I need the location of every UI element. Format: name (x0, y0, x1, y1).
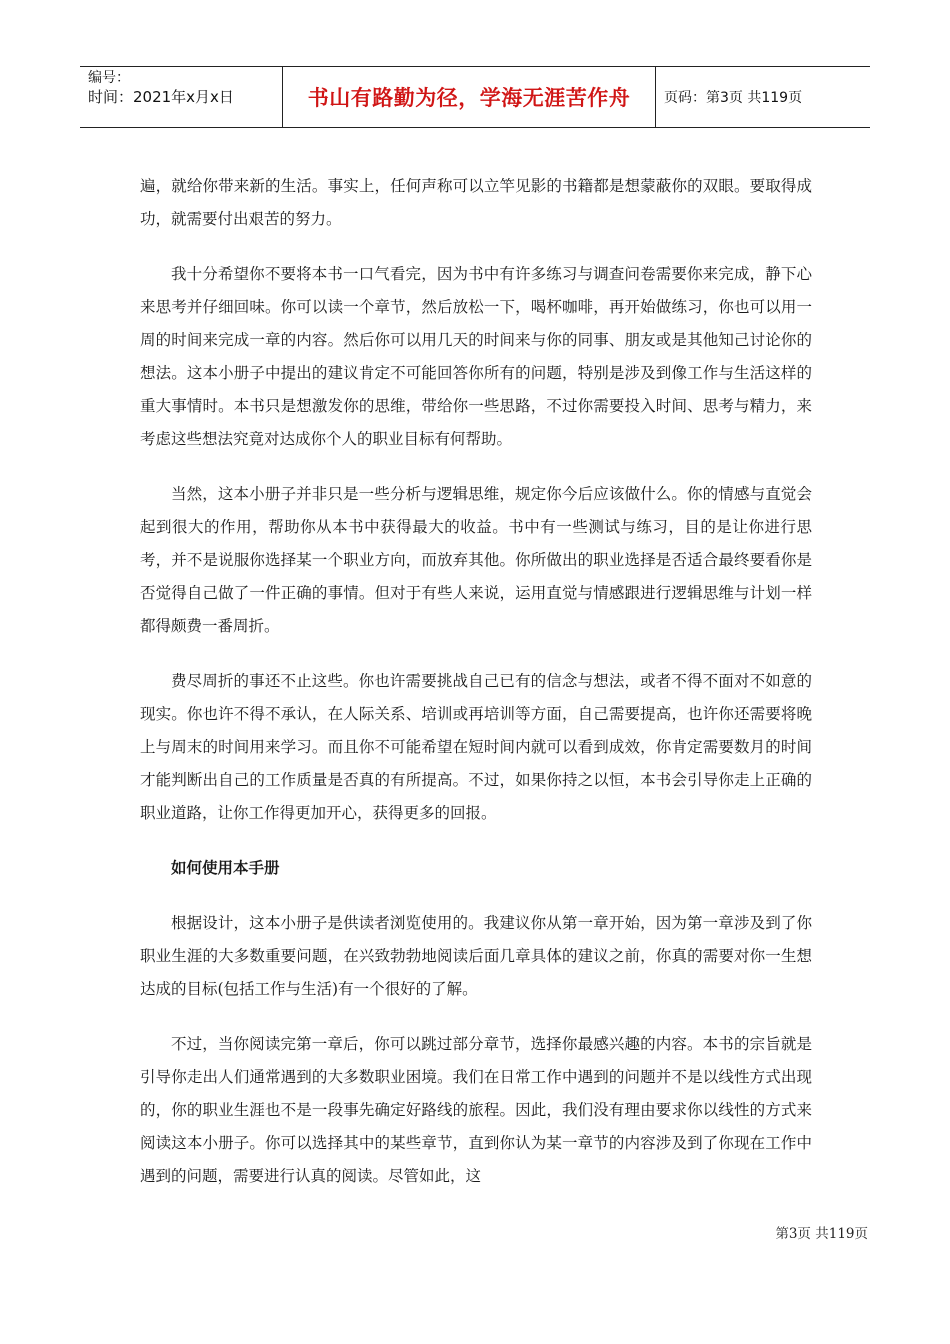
date-label: 时间：2021年x月x日 (88, 88, 234, 106)
header-motto: 书山有路勤为径，学海无涯苦作舟 (282, 67, 656, 127)
paragraph: 我十分希望你不要将本书一口气看完，因为书中有许多练习与调查问卷需要你来完成，静下心来思考并仔细回味。你可以读一个章节，然后放松一下，喝杯咖啡，再开始做练习，你也可以用一周的时间来完成一章的内容。然后你可以用几天的时间来与你的同事、朋友或是其他知己讨论你的想法。这本小册子中提出的建议肯定不可能回答你所有的问题，特别是涉及到像工作与生活这样的重大事情时。本书只是想激发你的思维，带给你一些思路，不过你需要投入时间、思考与精力，来考虑这些想法究竟对达成你个人的职业目标有何帮助。 (140, 265, 812, 448)
document-body (140, 170, 812, 1215)
header-page-code: 页码：第3页 共119页 (664, 90, 803, 106)
section-heading: 如何使用本手册 (171, 859, 280, 877)
paragraph: 遍，就给你带来新的生活。事实上，任何声称可以立竿见影的书籍都是想蒙蔽你的双眼。要取得成功，就需要付出艰苦的努力。 (140, 177, 812, 228)
page-header (80, 66, 870, 128)
number-label: 编号： (88, 70, 130, 86)
header-meta (80, 67, 282, 127)
paragraph: 根据设计，这本小册子是供读者浏览使用的。我建议你从第一章开始，因为第一章涉及到了你职业生涯的大多数重要问题，在兴致勃勃地阅读后面几章具体的建议之前，你真的需要对你一生想达成的目标(包括工作与生活)有一个很好的了解。 (140, 914, 812, 998)
paragraph: 不过，当你阅读完第一章后，你可以跳过部分章节，选择你最感兴趣的内容。本书的宗旨就是引导你走出人们通常遇到的大多数职业困境。我们在日常工作中遇到的问题并不是以线性方式出现的，你的职业生涯也不是一段事先确定好路线的旅程。因此，我们没有理由要求你以线性的方式来阅读这本小册子。你可以选择其中的某些章节，直到你认为某一章节的内容涉及到了你现在工作中遇到的问题，需要进行认真的阅读。尽管如此，这 (140, 1035, 812, 1185)
paragraph: 当然，这本小册子并非只是一些分析与逻辑思维，规定你今后应该做什么。你的情感与直觉会起到很大的作用，帮助你从本书中获得最大的收益。书中有一些测试与练习，目的是让你进行思考，并不是说服你选择某一个职业方向，而放弃其他。你所做出的职业选择是否适合最终要看你是否觉得自己做了一件正确的事情。但对于有些人来说，运用直觉与情感跟进行逻辑思维与计划一样都得颇费一番周折。 (140, 485, 812, 635)
page-footer: 第3页 共119页 (775, 1226, 868, 1242)
paragraph: 费尽周折的事还不止这些。你也许需要挑战自己已有的信念与想法，或者不得不面对不如意的现实。你也许不得不承认，在人际关系、培训或再培训等方面，自己需要提高，也许你还需要将晚上与周末的时间用来学习。而且你不可能希望在短时间内就可以看到成效，你肯定需要数月的时间才能判断出自己的工作质量是否真的有所提高。不过，如果你持之以恒，本书会引导你走上正确的职业道路，让你工作得更加开心，获得更多的回报。 (140, 672, 812, 822)
